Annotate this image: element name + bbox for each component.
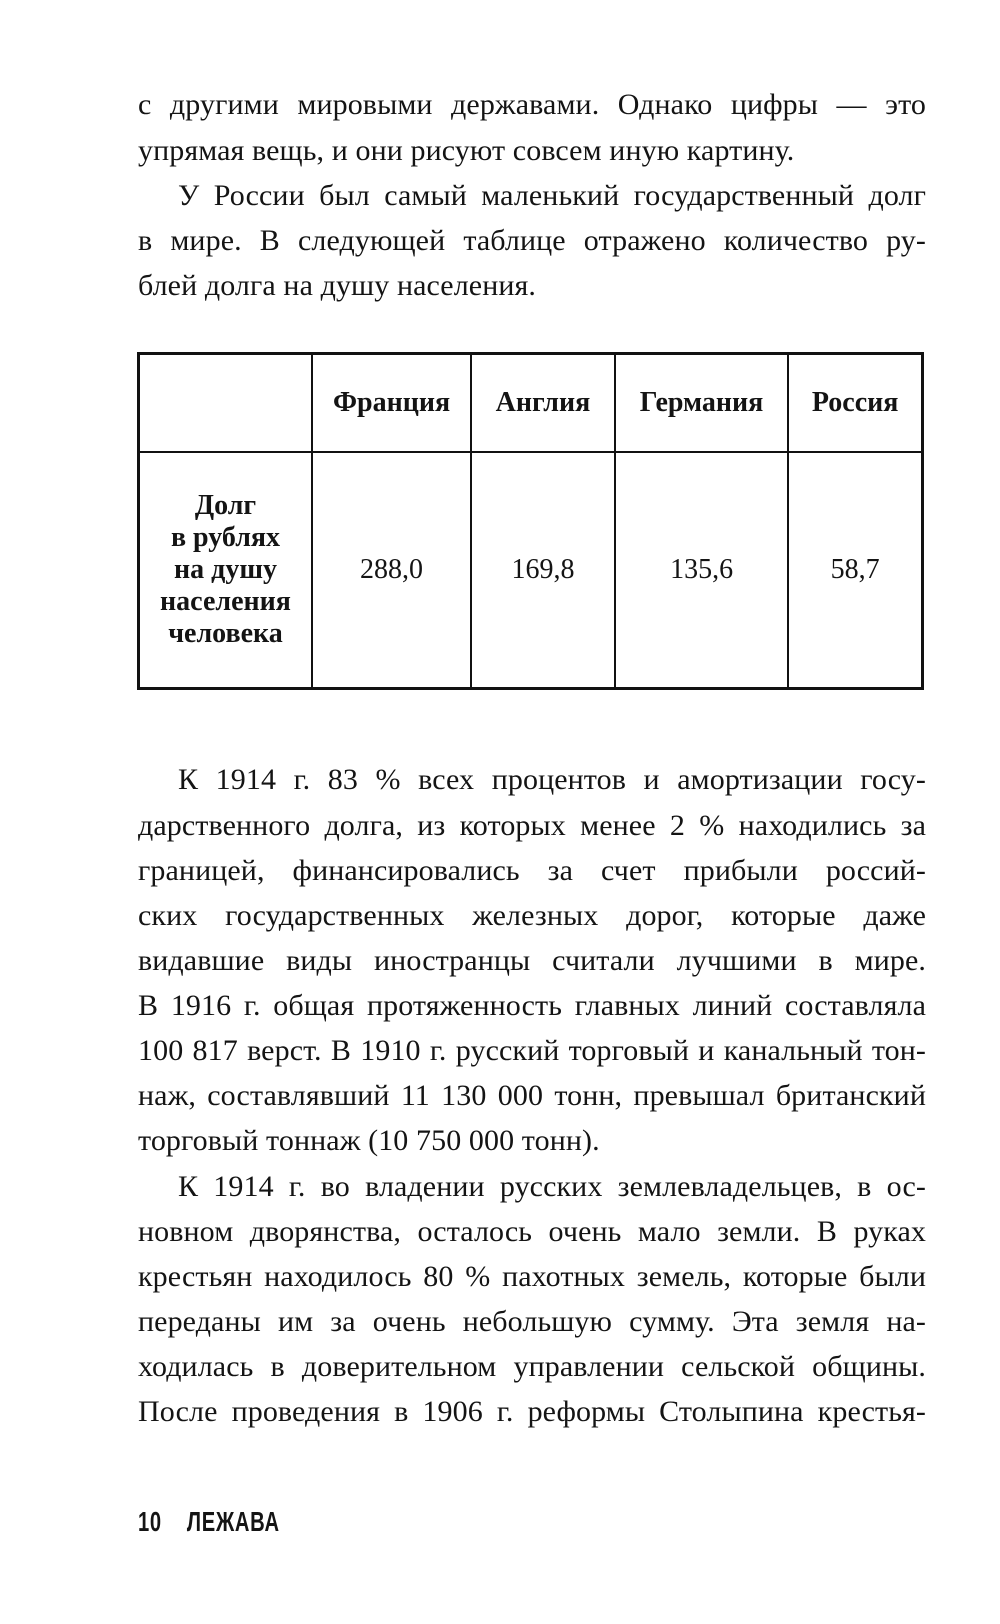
body-line-5: видавшие виды иностранцы считали лучшими в мире. (138, 944, 926, 977)
table-row (139, 452, 923, 689)
table-cell-france: 288,0 (312, 452, 471, 689)
body-line-12: крестьян находилось 80 % пахотных земель, которые были (138, 1260, 926, 1293)
intro-line-5: блей долга на душу населения. (138, 269, 537, 302)
row-label-line: в рублях (170, 522, 281, 553)
body-line-6: В 1916 г. общая протяженность главных линий составляла (138, 989, 926, 1022)
page-number: 10 (138, 1506, 162, 1537)
table-cell-germany: 135,6 (615, 452, 788, 689)
table-header-france: Франция (312, 354, 471, 453)
table-header-empty (139, 354, 313, 453)
table-cell-england: 169,8 (471, 452, 615, 689)
row-label-line: человека (168, 618, 283, 649)
debt-per-capita-table (137, 352, 924, 690)
body-line-7: 100 817 верст. В 1910 г. русский торговый и канальный тон- (138, 1034, 926, 1067)
running-head: ЛЕЖАВА (186, 1506, 280, 1537)
body-line-15: После проведения в 1906 г. реформы Столыпина крестья- (138, 1395, 926, 1428)
body-line-8: наж, составлявший 11 130 000 тонн, превышал британский (138, 1079, 926, 1112)
row-label-line: населения (160, 586, 291, 617)
body-line-9: торговый тоннаж (10 750 000 тонн). (138, 1124, 600, 1157)
row-label-line: Долг (194, 490, 257, 521)
body-line-4: ских государственных железных дорог, которые даже (138, 899, 926, 932)
table-header-germany: Германия (615, 354, 788, 453)
body-line-10: К 1914 г. во владении русских землевладельцев, в ос- (178, 1170, 926, 1203)
intro-line-3: У России был самый маленький государственный долг (178, 179, 926, 212)
body-line-14: ходилась в доверительном управлении сельской общины. (138, 1350, 926, 1383)
body-line-1: К 1914 г. 83 % всех процентов и амортизации госу- (178, 763, 926, 796)
intro-line-4: в мире. В следующей таблице отражено количество ру- (138, 224, 926, 257)
table-cell-russia: 58,7 (788, 452, 922, 689)
table-header-england: Англия (471, 354, 615, 453)
row-label-line: на душу (174, 554, 277, 585)
body-line-3: границей, финансировались за счет прибыли россий- (138, 854, 926, 887)
table-row-label (139, 452, 313, 689)
table-header-row (139, 354, 923, 453)
page-footer (138, 1502, 280, 1542)
table-header-russia: Россия (788, 354, 922, 453)
body-line-11: новном дворянства, осталось очень мало земли. В руках (138, 1215, 926, 1248)
body-line-2: дарственного долга, из которых менее 2 % находились за (138, 809, 926, 842)
intro-line-2: упрямая вещь, и они рисуют совсем иную картину. (138, 134, 795, 167)
intro-line-1: с другими мировыми державами. Однако цифры — это (138, 88, 926, 121)
body-line-13: переданы им за очень небольшую сумму. Эта земля на- (138, 1305, 926, 1338)
